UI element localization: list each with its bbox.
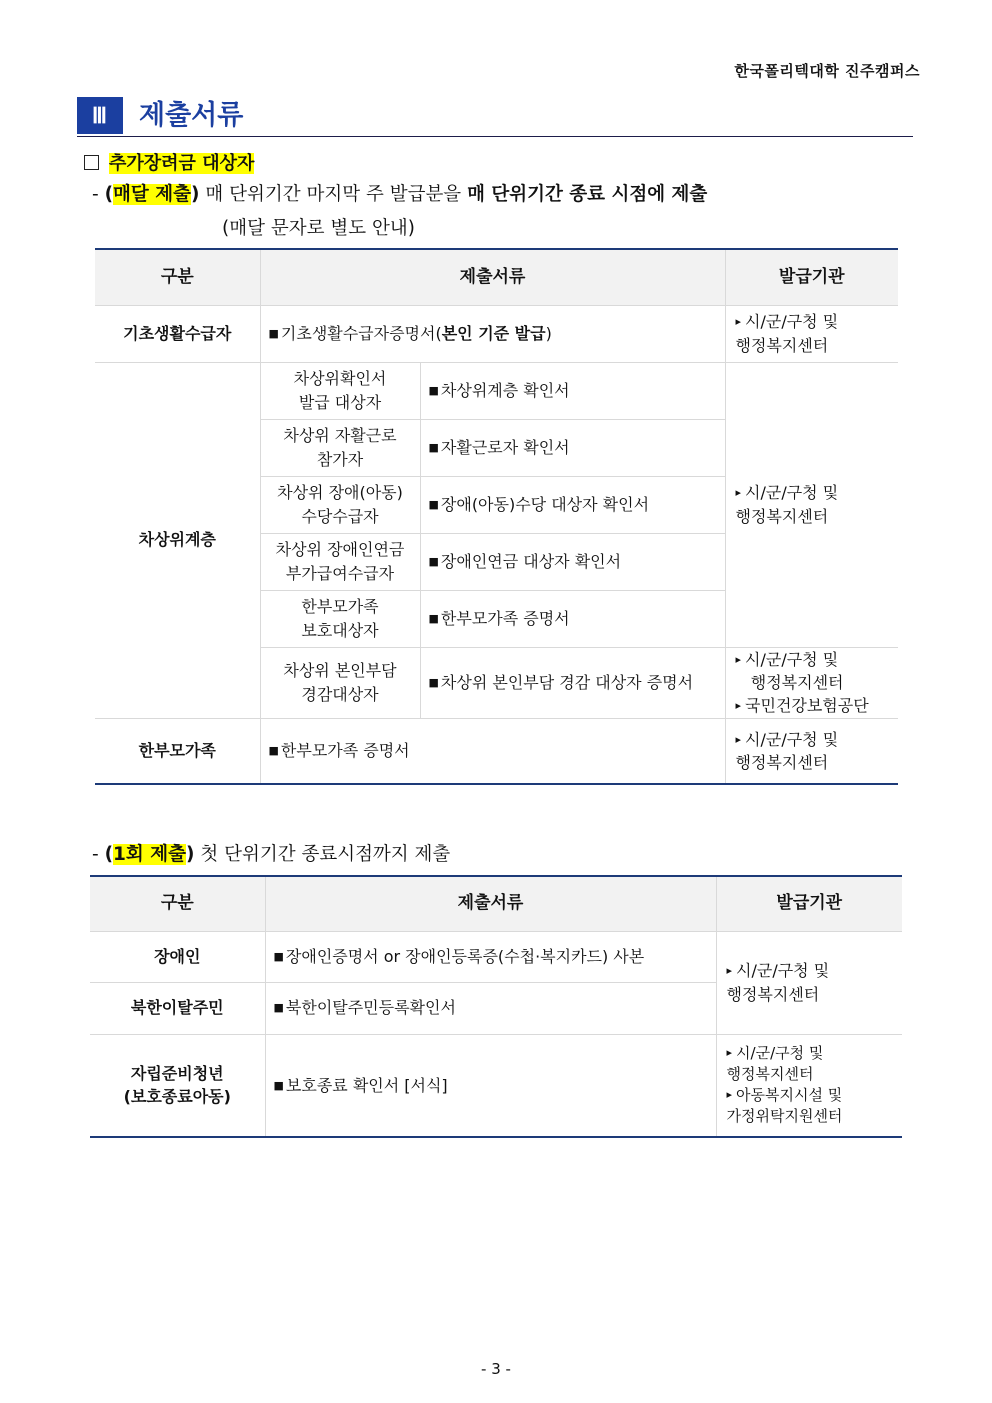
issuer-line: 가정위탁지원센터	[726, 1107, 843, 1126]
document-cell	[265, 1034, 716, 1137]
bullet-icon: ■	[268, 744, 279, 758]
doc-text: 장애인증명서 or 장애인등록증(수첩·복지카드) 사본	[285, 946, 645, 966]
issuer-line: 행정복지센터	[726, 984, 820, 1004]
subcategory-line: 차상위 자활근로	[283, 426, 397, 446]
section-number: Ⅲ	[77, 97, 123, 134]
doc-text-close: )	[545, 323, 552, 343]
bullet-icon: ■	[273, 949, 284, 963]
monthly-label: 매달 제출	[113, 184, 191, 205]
subcategory-cell	[260, 362, 420, 419]
bullet-icon: ■	[268, 326, 279, 340]
subcategory-line: 수당수급자	[301, 506, 379, 526]
table-header-row	[95, 249, 898, 305]
doc-text: 보호종료 확인서 [서식]	[285, 1075, 448, 1095]
dash-marker: -	[92, 844, 99, 865]
paren-close: )	[190, 184, 200, 205]
issuer-cell	[716, 931, 902, 1034]
header-category: 구분	[95, 249, 260, 305]
bullet-icon: ■	[428, 383, 439, 397]
dash-marker: -	[92, 184, 99, 205]
category-cell: 기초생활수급자	[95, 305, 260, 362]
header-category: 구분	[90, 876, 265, 931]
category-cell: 북한이탈주민	[90, 982, 265, 1034]
doc-text: 장애(아동)수당 대상자 확인서	[440, 494, 650, 514]
document-cell	[260, 718, 725, 784]
target-title: 추가장려금 대상자	[109, 153, 255, 174]
issuer-cell	[725, 647, 898, 718]
table-row	[95, 718, 898, 784]
doc-text: 북한이탈주민등록확인서	[285, 998, 456, 1018]
issuer-line: 국민건강보험공단	[745, 696, 869, 716]
one-time-documents-table	[90, 875, 902, 1138]
table-row	[90, 931, 902, 982]
square-icon	[84, 155, 99, 170]
document-cell	[420, 533, 725, 590]
bullet-icon: ■	[273, 1001, 284, 1015]
arrow-icon: ▸	[735, 732, 742, 746]
document-cell	[260, 305, 725, 362]
subcategory-line: 발급 대상자	[298, 392, 382, 412]
document-cell	[420, 419, 725, 476]
issuer-line: 행정복지센터	[735, 752, 829, 772]
bullet-icon: ■	[428, 611, 439, 625]
doc-text: 차상위 본인부담 경감 대상자 증명서	[440, 672, 694, 692]
arrow-icon: ▸	[726, 1088, 733, 1102]
table-row	[95, 362, 898, 419]
arrow-icon: ▸	[735, 699, 742, 713]
issuer-line: 행정복지센터	[726, 1065, 814, 1084]
issuer-line: 행정복지센터	[735, 506, 829, 526]
institution-name: 한국폴리텍대학 진주캠퍼스	[734, 62, 920, 80]
paren-open: (	[104, 184, 114, 205]
header-issuer: 발급기관	[716, 876, 902, 931]
issuer-line: 시/군/구청 및	[745, 649, 839, 669]
bullet-icon: ■	[428, 675, 439, 689]
subcategory-cell	[260, 647, 420, 718]
category-cell: 한부모가족	[95, 718, 260, 784]
monthly-note: (매달 문자로 별도 안내)	[222, 218, 415, 239]
issuer-line: 시/군/구청 및	[745, 729, 839, 749]
header-issuer: 발급기관	[725, 249, 898, 305]
doc-text: 차상위계층 확인서	[440, 380, 570, 400]
header-documents: 제출서류	[260, 249, 725, 305]
issuer-cell	[725, 305, 898, 362]
bullet-icon: ■	[428, 497, 439, 511]
subcategory-line: 차상위 장애(아동)	[277, 483, 403, 503]
table-header-row	[90, 876, 902, 931]
page-number: - 3 -	[481, 1360, 511, 1378]
once-submission-line	[92, 840, 450, 866]
once-text: 첫 단위기간 종료시점까지 제출	[194, 844, 451, 865]
subcategory-cell	[260, 533, 420, 590]
subcategory-line: 차상위 장애인연금	[275, 540, 405, 560]
doc-text: 기초생활수급자증명서(	[280, 323, 442, 343]
category-line: 자립준비청년	[130, 1064, 224, 1084]
issuer-line: 시/군/구청 및	[745, 483, 839, 503]
subcategory-line: 부가급여수급자	[285, 563, 395, 583]
doc-text-bold: 본인 기준 발급	[441, 323, 546, 343]
document-cell	[420, 647, 725, 718]
paren-close: )	[185, 844, 195, 865]
doc-text: 장애인연금 대상자 확인서	[440, 551, 622, 571]
doc-text: 한부모가족 증명서	[440, 608, 570, 628]
category-cell: 차상위계층	[95, 362, 260, 718]
document-cell	[420, 590, 725, 647]
document-cell	[420, 362, 725, 419]
subcategory-line: 차상위확인서	[293, 369, 387, 389]
issuer-line: 행정복지센터	[750, 672, 844, 692]
once-label: 1회 제출	[113, 844, 186, 865]
document-cell	[420, 476, 725, 533]
subcategory-line: 참가자	[316, 449, 364, 469]
arrow-icon: ▸	[726, 1046, 733, 1060]
subcategory-line: 차상위 본인부담	[283, 661, 397, 681]
section-title: 제출서류	[139, 100, 244, 131]
section-heading	[77, 97, 913, 137]
subcategory-cell	[260, 590, 420, 647]
issuer-line: 시/군/구청 및	[736, 1044, 824, 1063]
monthly-text: 매 단위기간 마지막 주 발급분을	[199, 184, 468, 205]
subcategory-cell	[260, 419, 420, 476]
target-heading	[84, 149, 254, 175]
issuer-line: 시/군/구청 및	[736, 961, 830, 981]
issuer-cell	[725, 718, 898, 784]
monthly-text-bold: 매 단위기간 종료 시점에 제출	[467, 184, 708, 205]
paren-open: (	[104, 844, 114, 865]
category-line: (보호종료아동)	[123, 1087, 231, 1107]
arrow-icon: ▸	[735, 486, 742, 500]
subcategory-line: 한부모가족	[301, 597, 379, 617]
subcategory-cell	[260, 476, 420, 533]
issuer-cell	[725, 362, 898, 647]
bullet-icon: ■	[273, 1078, 284, 1092]
category-cell	[90, 1034, 265, 1137]
subcategory-line: 경감대상자	[301, 684, 379, 704]
issuer-line: 행정복지센터	[735, 335, 829, 355]
table-row	[90, 1034, 902, 1137]
bullet-icon: ■	[428, 440, 439, 454]
monthly-submission-line	[92, 180, 707, 206]
issuer-line: 아동복지시설 및	[736, 1086, 843, 1105]
doc-text: 자활근로자 확인서	[440, 437, 570, 457]
category-cell: 장애인	[90, 931, 265, 982]
document-cell	[265, 931, 716, 982]
monthly-documents-table	[95, 248, 898, 785]
table-row	[95, 305, 898, 362]
document-cell	[265, 982, 716, 1034]
arrow-icon: ▸	[735, 652, 742, 666]
issuer-cell	[716, 1034, 902, 1137]
arrow-icon: ▸	[735, 315, 742, 329]
issuer-line: 시/군/구청 및	[745, 312, 839, 332]
bullet-icon: ■	[428, 554, 439, 568]
subcategory-line: 보호대상자	[301, 620, 379, 640]
header-documents: 제출서류	[265, 876, 716, 931]
doc-text: 한부모가족 증명서	[280, 741, 410, 761]
arrow-icon: ▸	[726, 964, 733, 978]
